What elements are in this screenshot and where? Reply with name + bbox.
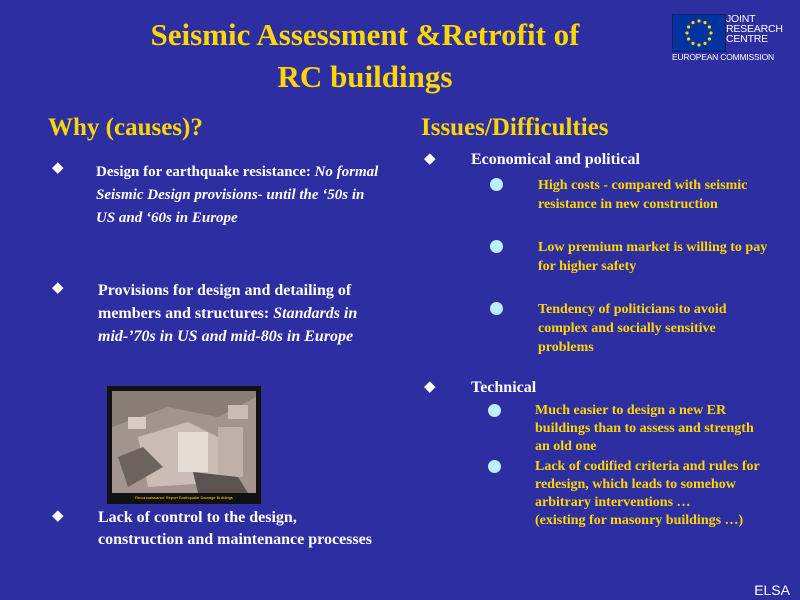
group-technical-label: Technical [471, 379, 537, 396]
elsa-footer-tag: ELSA [754, 582, 790, 598]
damaged-buildings-image [108, 387, 260, 503]
eu-flag-icon [672, 14, 726, 52]
european-commission-label: EUROPEAN COMMISSION [672, 52, 774, 62]
title-line-2: RC buildings [277, 59, 453, 94]
circle-bullet-icon [490, 302, 503, 315]
economical-item-1: High costs - compared with seismic resistance in new construction [538, 178, 748, 212]
circle-bullet-icon [488, 460, 501, 473]
economical-item-2: Low premium market is willing to pay for higher safety [538, 240, 768, 274]
diamond-bullet-icon: ◆ [424, 377, 436, 395]
circle-bullet-icon [488, 404, 501, 417]
jrc-name: JOINT RESEARCH CENTRE [726, 13, 783, 45]
diamond-bullet-icon: ◆ [52, 506, 64, 524]
right-heading: Issues/Difficulties [421, 114, 609, 141]
left-bullet-1: Design for earthquake resistance: No formal Seismic Design provisions- until the ‘50s in US and ‘60s in Europe [96, 164, 379, 226]
diamond-bullet-icon: ◆ [52, 278, 64, 296]
circle-bullet-icon [490, 240, 503, 253]
left-bullet-3: Lack of control to the design, construction and maintenance processes [98, 509, 372, 548]
economical-item-3: Tendency of politicians to avoid complex and socially sensitive problems [538, 302, 727, 355]
slide-title [60, 14, 670, 98]
technical-item-1: Much easier to design a new ER buildings than to assess and strength an old one [535, 403, 754, 454]
left-bullet-2: Provisions for design and detailing of members and structures: Standards in mid-’70s in US and mid-80s in Europe [98, 282, 358, 345]
diamond-bullet-icon: ◆ [424, 149, 436, 167]
diamond-bullet-icon: ◆ [52, 158, 64, 176]
photo-caption: Reconnaissance Report Earthquake Damage Buildings [135, 495, 233, 500]
earthquake-damage-photo [107, 386, 261, 504]
title-line-1: Seismic Assessment &Retrofit of [150, 17, 580, 52]
left-heading: Why (causes)? [48, 114, 203, 141]
technical-item-2: Lack of codified criteria and rules for redesign, which leads to somehow arbitrary interventions … (existing for masonry buildings …) [535, 459, 760, 528]
circle-bullet-icon [490, 178, 503, 191]
group-economical-label: Economical and political [471, 151, 640, 168]
jrc-logo [672, 14, 790, 62]
